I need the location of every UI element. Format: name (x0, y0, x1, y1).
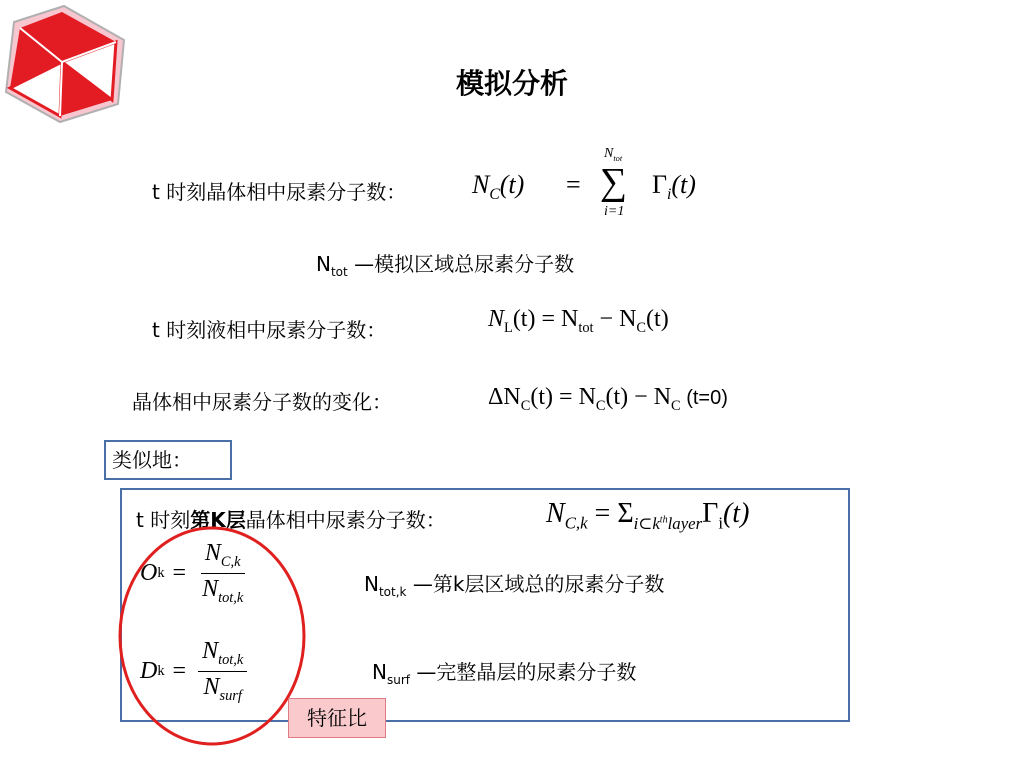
liquid-count-label: t 时刻液相中尿素分子数： (152, 318, 387, 342)
similarly-box (104, 440, 232, 480)
ntot-definition: $N_{tot}$ —模拟区域总尿素分子数 (316, 252, 575, 279)
layer-count-formula: $N_{C,k} = \Sigma_{i\subset k^{th}layer}\Gamma_i(t)$ (546, 498, 750, 533)
ntotk-definition: $N_{tot,k}$ —第k层区域总的尿素分子数 (364, 572, 665, 599)
highlight-circle (112, 522, 312, 750)
liquid-count-formula: $N_L(t) = N_{tot} - N_C(t)$ (488, 306, 669, 336)
characteristic-ratio-tag (288, 698, 386, 738)
crystal-change-label: 晶体相中尿素分子数的变化： (132, 390, 392, 414)
nsurf-definition: $N_{surf}$ —完整晶层的尿素分子数 (372, 660, 637, 687)
similarly-label: 类似地： (112, 448, 192, 472)
page-title: 模拟分析 (455, 67, 568, 100)
layer-count-label: t 时刻第K层晶体相中尿素分子数： (136, 508, 446, 532)
crystal-count-label: t 时刻晶体相中尿素分子数： (152, 180, 407, 204)
ok-formula: O k = $\frac{N_{C,k}}{N_{tot,k}}$ (140, 540, 244, 606)
tag-label: 特征比 (307, 706, 367, 730)
dk-formula: D k = $\frac{N_{tot,k}}{N_{surf}}$ (140, 638, 251, 705)
crystal-change-formula: $\Delta N_C(t) = N_C(t) - N_C$ (t=0) (488, 384, 728, 414)
